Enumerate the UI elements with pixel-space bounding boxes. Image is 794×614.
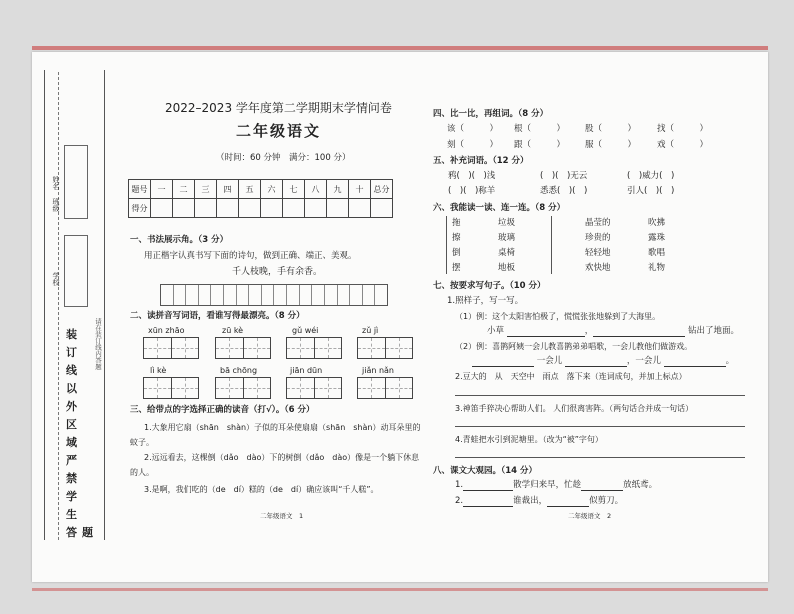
q2-pinyin: lì kè xyxy=(150,366,167,375)
score-header-cell: 八 xyxy=(305,180,327,199)
q8-line-2-end: 似剪刀。 xyxy=(589,496,624,506)
score-cell[interactable] xyxy=(261,199,283,218)
q6-col2-item[interactable]: 地板 xyxy=(498,263,516,273)
q6-col1-item[interactable]: 倒 xyxy=(452,248,461,258)
q7-title: 七、按要求写句子。（10 分） xyxy=(433,281,546,291)
q1-poem: 千人枝晚，手有余香。 xyxy=(232,267,323,277)
binding-char: 以 xyxy=(66,382,77,395)
score-cell[interactable] xyxy=(283,199,305,218)
binding-line-inner xyxy=(104,70,105,540)
score-header-cell: 三 xyxy=(195,180,217,199)
score-header-cell: 十 xyxy=(349,180,371,199)
q2-answer-grid[interactable] xyxy=(143,377,199,399)
q2-answer-grid[interactable] xyxy=(357,377,413,399)
q7-fill-2: 一会儿 ，一会儿 。 xyxy=(472,356,734,367)
q2-pinyin: jiān dūn xyxy=(290,366,323,375)
q5-item[interactable]: ( )( )无云 xyxy=(540,171,588,181)
q5-item[interactable]: ( )( )称羊 xyxy=(448,186,496,196)
binding-line-outer xyxy=(44,70,45,540)
binding-char: 生 xyxy=(66,508,77,521)
binding-dash xyxy=(58,72,59,540)
score-cell[interactable] xyxy=(371,199,393,218)
binding-char: 订 xyxy=(66,346,77,359)
q6-col2-item[interactable]: 垃圾 xyxy=(498,218,516,228)
binding-char: 学 xyxy=(66,490,77,503)
score-header-cell: 题号 xyxy=(129,180,151,199)
q6-col3-item[interactable]: 轻轻地 xyxy=(585,248,611,258)
answer-line[interactable] xyxy=(455,426,745,427)
q2-pinyin: zǔ jì xyxy=(362,326,379,335)
binding-char: 装 xyxy=(66,328,77,341)
binding-char: 线 xyxy=(66,364,77,377)
binding-char: 答 xyxy=(66,526,77,539)
q1-writing-grid[interactable] xyxy=(160,284,388,306)
q4-item[interactable]: 该（ ） xyxy=(447,124,499,134)
q7-sub1: 1.照样子，写一写。 xyxy=(447,296,524,306)
q1-instruction: 用正楷字认真书写下面的诗句，做到正确、端正、美观。 xyxy=(144,251,357,261)
q6-title: 六、我能读一读、连一连。（8 分） xyxy=(433,203,566,213)
binding-char: 区 xyxy=(66,418,77,431)
q7-fill-2-a: 一会儿 xyxy=(536,356,563,366)
q2-pinyin: zū kè xyxy=(222,326,244,335)
answer-line[interactable] xyxy=(455,395,745,396)
paper-top-edge xyxy=(32,46,768,50)
q7-sub3: 3.神笛手猝决心帮助人们。 人们很离害阵。（两句话合并成一句话） xyxy=(455,404,694,413)
q2-title: 二、读拼音写词语，看谁写得最漂亮。（8 分） xyxy=(130,311,305,321)
answer-blank[interactable] xyxy=(565,356,627,367)
q6-col4-item[interactable]: 露珠 xyxy=(648,233,666,243)
q2-pinyin: xūn zhāo xyxy=(148,326,185,335)
q2-answer-grid[interactable] xyxy=(215,337,271,359)
q2-pinyin: jiǎn nǎn xyxy=(362,366,395,375)
q3-sentence-1-end: 蚊子。 xyxy=(130,438,154,447)
score-header-row xyxy=(129,180,393,199)
answer-blank[interactable] xyxy=(507,326,585,337)
score-cell[interactable] xyxy=(217,199,239,218)
answer-blank[interactable] xyxy=(664,356,726,367)
score-cell[interactable] xyxy=(151,199,173,218)
q7-example-1: （1）例：这个太阳害怕极了，慌慌张张地躲到了大海里。 xyxy=(455,312,661,321)
q2-answer-grid[interactable] xyxy=(215,377,271,399)
binding-label-name: 姓名 xyxy=(52,176,60,190)
binding-char: 域 xyxy=(66,436,77,449)
q7-fill-1: 小草 ， 钻出了地面。 xyxy=(487,326,739,336)
binding-small-text: 请在装订线内答题 xyxy=(94,318,102,370)
q2-answer-grid[interactable] xyxy=(143,337,199,359)
q7-sub2: 2.豆大的 从 天空中 雨点 落下来（连词成句，并加上标点） xyxy=(455,372,687,381)
q8-line-1 xyxy=(455,480,657,491)
answer-blank[interactable] xyxy=(581,480,623,491)
q7-example-2: （2）例：喜鹊阿姨一会儿教喜鹊弟弟唱歌，一会儿教他们做游戏。 xyxy=(455,342,693,351)
score-cell[interactable] xyxy=(349,199,371,218)
school-box xyxy=(64,235,88,307)
q6-col2-item[interactable]: 桌椅 xyxy=(498,248,516,258)
q7-sub4: 4.青蛙把水引到泥塘里。（改为“被”字句） xyxy=(455,435,603,444)
binding-char: 题 xyxy=(82,526,93,539)
q3-title: 三、给带点的字选择正确的读音（打√）。（6 分） xyxy=(130,405,315,415)
binding-label-class: 班级 xyxy=(52,198,60,212)
q6-left-bracket xyxy=(446,216,447,274)
q6-col4-item[interactable]: 礼物 xyxy=(648,263,666,273)
q4-item[interactable]: 戏（ ） xyxy=(657,140,709,150)
binding-char: 禁 xyxy=(66,472,77,485)
answer-blank[interactable] xyxy=(463,496,513,507)
q5-item[interactable]: ( )威力( ) xyxy=(627,171,675,181)
q4-item[interactable]: 跟（ ） xyxy=(514,140,566,150)
binding-char: 严 xyxy=(66,454,77,467)
q5-item[interactable]: 鸦( )( )浅 xyxy=(448,171,496,181)
q6-col1-item[interactable]: 擦 xyxy=(452,233,461,243)
q7-fill-1-end: 钻出了地面。 xyxy=(687,326,739,336)
q7-fill-1-subject: 小草 xyxy=(487,326,505,336)
q4-item[interactable]: 股（ ） xyxy=(585,124,637,134)
q6-col1-item[interactable]: 摆 xyxy=(452,263,461,273)
q2-answer-grid[interactable] xyxy=(286,377,342,399)
q4-item[interactable]: 找（ ） xyxy=(657,124,709,134)
score-header-cell: 四 xyxy=(217,180,239,199)
score-header-cell: 六 xyxy=(261,180,283,199)
q5-item[interactable]: 引人( )( ) xyxy=(627,186,675,196)
answer-line[interactable] xyxy=(455,457,745,458)
q7-fill-2-b: ，一会儿 xyxy=(626,356,661,366)
score-header-cell: 九 xyxy=(327,180,349,199)
q6-col1-item[interactable]: 拖 xyxy=(452,218,461,228)
q8-line-1-end: 放纸鸢。 xyxy=(623,480,658,490)
answer-blank[interactable] xyxy=(593,326,685,337)
exam-subtitle: 二年级语文 xyxy=(236,122,322,140)
q6-col3-item[interactable]: 晶莹的 xyxy=(585,218,611,228)
page-footer-left: 二年级语文 1 xyxy=(260,512,304,520)
q8-line-2-text: 谁裁出， xyxy=(513,496,548,506)
q2-pinyin: bā chōng xyxy=(220,366,258,375)
score-cell[interactable] xyxy=(305,199,327,218)
q8-line-1-num: 1. xyxy=(455,480,464,490)
q3-sentence-3: 3.是啊，我们吃的（de dí）糕的（de dí）确应该叫“千人糕”。 xyxy=(144,485,379,494)
exam-info: （时间：60 分钟 满分：100 分） xyxy=(216,153,351,163)
score-header-cell: 二 xyxy=(173,180,195,199)
q8-line-2 xyxy=(455,496,623,507)
binding-char: 外 xyxy=(66,400,77,413)
q6-col4-item[interactable]: 吹拂 xyxy=(648,218,666,228)
q2-pinyin: gǔ wéi xyxy=(292,326,319,335)
score-value-row xyxy=(129,199,393,218)
answer-blank[interactable] xyxy=(472,356,534,367)
q2-answer-grid[interactable] xyxy=(286,337,342,359)
q6-col2-item[interactable]: 玻璃 xyxy=(498,233,516,243)
score-row-label: 得分 xyxy=(129,199,151,218)
score-header-cell: 总分 xyxy=(371,180,393,199)
q6-right-bracket xyxy=(551,216,552,274)
q3-sentence-2-end: 的人。 xyxy=(130,468,154,477)
score-cell[interactable] xyxy=(173,199,195,218)
q3-sentence-1: 1.大象用它扇（shān shàn）子似的耳朵使扇扇（shān shàn）动耳朵里的 xyxy=(144,423,421,432)
q8-line-2-num: 2. xyxy=(455,496,464,506)
score-table xyxy=(128,179,393,218)
page-footer-right: 二年级语文 2 xyxy=(568,512,612,520)
q6-col3-item[interactable]: 珍贵的 xyxy=(585,233,611,243)
score-cell[interactable] xyxy=(327,199,349,218)
answer-blank[interactable] xyxy=(547,496,589,507)
q4-title: 四、比一比，再组词。（8 分） xyxy=(433,109,549,119)
q8-line-1-text: 散学归来早，忙趁 xyxy=(513,480,582,490)
score-cell[interactable] xyxy=(195,199,217,218)
score-header-cell: 七 xyxy=(283,180,305,199)
score-header-cell: 五 xyxy=(239,180,261,199)
answer-blank[interactable] xyxy=(463,480,513,491)
q3-sentence-2: 2.远远看去，这棵倒（dǎo dào）下的树倒（dǎo dào）像是一个躺下休息 xyxy=(144,453,420,462)
q6-col3-item[interactable]: 欢快地 xyxy=(585,263,611,273)
q4-item[interactable]: 刻（ ） xyxy=(447,140,499,150)
score-header-cell: 一 xyxy=(151,180,173,199)
q4-item[interactable]: 服（ ） xyxy=(585,140,637,150)
q1-title: 一、书法展示角。（3 分） xyxy=(130,235,229,245)
paper-bottom-edge xyxy=(32,588,768,591)
q5-title: 五、补充词语。（12 分） xyxy=(433,156,529,166)
q6-col4-item[interactable]: 歌唱 xyxy=(648,248,666,258)
exam-title: 2022–2023 学年度第二学期期末学情问卷 xyxy=(165,101,392,115)
q8-title: 八、课文大观园。（14 分） xyxy=(433,466,538,476)
binding-label-school: 学校 xyxy=(52,272,60,286)
q2-answer-grid[interactable] xyxy=(357,337,413,359)
q5-item[interactable]: 悉悉( )( ) xyxy=(540,186,588,196)
name-box xyxy=(64,145,88,219)
q4-item[interactable]: 根（ ） xyxy=(514,124,566,134)
score-cell[interactable] xyxy=(239,199,261,218)
